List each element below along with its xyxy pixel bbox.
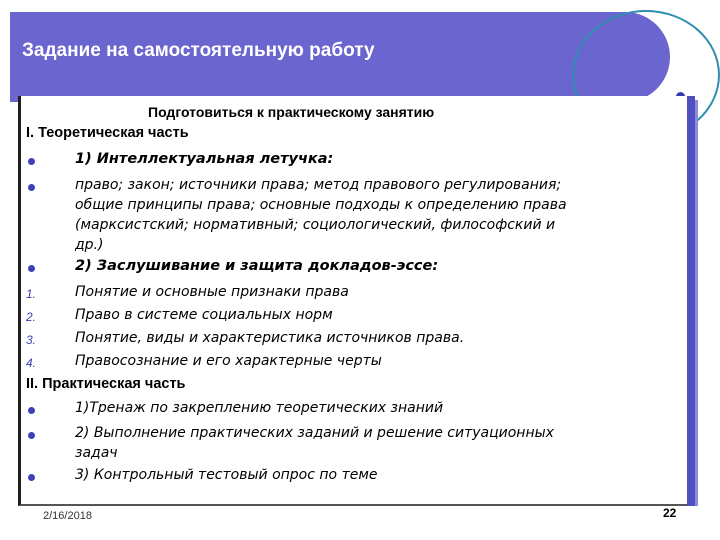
section-theoretical: I. Теоретическая часть bbox=[26, 125, 189, 141]
page-number: 22 bbox=[663, 506, 677, 520]
section-practical: II. Практическая часть bbox=[26, 376, 186, 392]
footer-date: 2/16/2018 bbox=[43, 510, 92, 522]
bullet-icon bbox=[28, 184, 35, 191]
list-number: 1. bbox=[26, 287, 37, 301]
list-item: 2) Заслушивание и защита докладов-эссе: bbox=[75, 258, 439, 274]
list-item-continuation: задач bbox=[75, 445, 118, 461]
list-item: 3) Контрольный тестовый опрос по теме bbox=[75, 467, 378, 483]
list-item-continuation: др.) bbox=[75, 237, 104, 253]
list-item-continuation: общие принципы права; основные подходы к определению права bbox=[75, 197, 567, 213]
numbered-item: Понятие, виды и характеристика источников права. bbox=[75, 330, 465, 346]
list-number: 4. bbox=[26, 356, 37, 370]
list-number: 3. bbox=[26, 333, 37, 347]
slide-title: Задание на самостоятельную работу bbox=[22, 40, 375, 61]
list-number: 2. bbox=[26, 310, 37, 324]
bullet-icon bbox=[28, 265, 35, 272]
bullet-icon bbox=[28, 432, 35, 439]
right-accent-bar-light bbox=[695, 100, 698, 506]
bullet-icon bbox=[28, 158, 35, 165]
bullet-icon bbox=[28, 474, 35, 481]
list-item: 1) Интеллектуальная летучка: bbox=[75, 151, 334, 167]
numbered-item: Правосознание и его характерные черты bbox=[75, 353, 382, 369]
numbered-item: Понятие и основные признаки права bbox=[75, 284, 349, 300]
list-item: право; закон; источники права; метод правового регулирования; bbox=[75, 177, 562, 193]
list-item: 2) Выполнение практических заданий и решение ситуационных bbox=[75, 425, 554, 441]
list-item: 1)Тренаж по закреплению теоретических знаний bbox=[75, 400, 444, 416]
list-item-continuation: (марксистский; нормативный; социологический, философский и bbox=[75, 217, 556, 233]
bullet-icon bbox=[28, 407, 35, 414]
subtitle: Подготовиться к практическому занятию bbox=[148, 104, 435, 120]
right-accent-bar bbox=[686, 96, 695, 506]
numbered-item: Право в системе социальных норм bbox=[75, 307, 333, 323]
